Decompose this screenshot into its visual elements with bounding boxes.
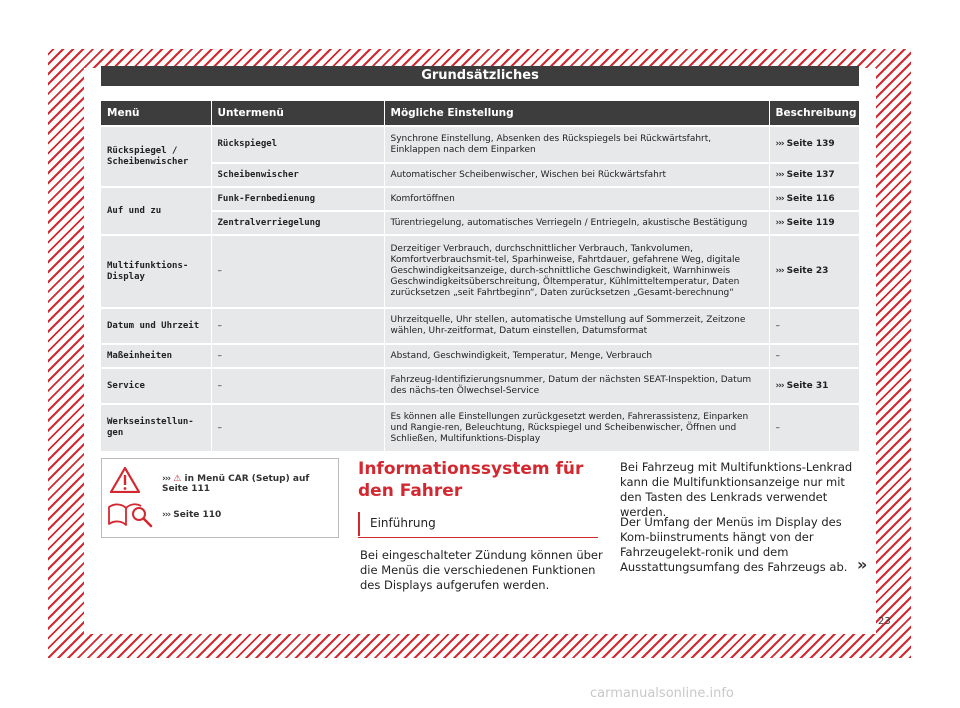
reference-arrows-icon: ››› [162,510,171,520]
setting-cell: Türentriegelung, automatisches Verriegeln / Entriegeln, akustische Bestätigung [384,211,769,235]
header-setting: Mögliche Einstellung [384,101,769,126]
intro-paragraph: Bei eingeschalteter Zündung können über die Menüs die verschiedenen Funktionen des Displays aufgerufen werden. [360,548,603,592]
submenu-cell: Funk-Fernbedienung [211,187,384,211]
reference-arrows-icon: ››› [775,139,784,149]
subheading: Einführung [370,516,436,530]
setting-cell: Automatischer Scheibenwischer, Wischen bei Rückwärtsfahrt [384,163,769,187]
setting-cell: Abstand, Geschwindigkeit, Temperatur, Menge, Verbrauch [384,344,769,368]
menu-cell: Service [101,368,211,404]
reference-cell [769,187,859,211]
setting-cell: Derzeitiger Verbrauch, durchschnittlicher Verbrauch, Tankvolumen, Komfortverbrauchsmit-tel, Sparhinweise, Fahrtdauer, gefahrene Weg, digitale Geschwindigkeitsanzeige, durch-schnittliche Geschwindigkeit, Warnhinweis Geschwindigkeitsüberschreitung, Öltemperatur, Kühlmitteltemperatur, Daten zurücksetzen „seit Fahrtbeginn“, Daten zurücksetzen „Gesamt-berechnung“ [384,235,769,308]
book-reference-text: Seite 110 [173,510,222,520]
menu-cell: Rückspiegel / Scheibenwischer [101,126,211,187]
book-magnifier-icon [106,501,154,529]
reference-link[interactable]: Seite 31 [786,380,829,391]
table-row [101,368,859,404]
reference-cell [769,163,859,187]
watermark: carmanualsonline.info [590,686,734,701]
table-row [101,308,859,344]
reference-cell: – [769,344,859,368]
setting-cell: Fahrzeug-Identifizierungsnummer, Datum der nächsten SEAT-Inspektion, Datum des nächs-ten Ölwechsel-Service [384,368,769,404]
body-paragraph-1: Bei Fahrzeug mit Multifunktions-Lenkrad kann die Multifunktionsanzeige nur mit den Tasten des Lenkrads verwendet werden. [620,460,853,519]
table-row [101,235,859,308]
menu-cell: Auf und zu [101,187,211,235]
reference-link[interactable]: Seite 137 [786,169,835,180]
warning-small-icon: ⚠ [173,474,182,484]
menu-cell: Werkseinstellun-gen [101,404,211,451]
reference-arrows-icon: ››› [775,169,784,180]
continue-mark: » [857,555,868,574]
submenu-cell: Zentralverriegelung [211,211,384,235]
table-row [101,211,859,235]
header-description: Beschreibung [769,101,859,126]
table-header-row [101,101,859,126]
section-heading: Informationssystem für den Fahrer [358,459,584,501]
reference-cell: – [769,308,859,344]
subheading-rule [358,537,598,538]
book-reference-line[interactable] [162,510,221,520]
submenu-cell: – [211,368,384,404]
reference-cell: – [769,404,859,451]
page-number: 23 [878,616,891,627]
table-row [101,404,859,451]
menu-cell: Datum und Uhrzeit [101,308,211,344]
table-row [101,163,859,187]
submenu-cell: – [211,404,384,451]
warning-reference-line[interactable] [162,474,338,494]
settings-table [101,101,859,451]
section-title: Grundsätzliches [101,66,859,86]
menu-cell: Maßeinheiten [101,344,211,368]
warning-triangle-icon [110,467,140,493]
header-menu: Menü [101,101,211,126]
setting-cell: Es können alle Einstellungen zurückgesetzt werden, Fahrerassistenz, Einparken und Rangie-ren, Beleuchtung, Rückspiegel und Scheibenwischer, Öffnen und Schließen, Multifunktions-Display [384,404,769,451]
submenu-cell: Rückspiegel [211,126,384,163]
table-row [101,187,859,211]
setting-cell: Uhrzeitquelle, Uhr stellen, automatische Umstellung auf Sommerzeit, Zeitzone wählen, Uhr-zeitformat, Datum einstellen, Datumsformat [384,308,769,344]
reference-link[interactable]: Seite 23 [786,266,829,276]
table-row [101,126,859,163]
warning-reference-text: in Menü CAR (Setup) auf Seite 111 [162,474,310,494]
table-row [101,344,859,368]
reference-cell [769,211,859,235]
reference-arrows-icon: ››› [775,266,784,276]
submenu-cell: Scheibenwischer [211,163,384,187]
reference-box [101,458,339,538]
reference-arrows-icon: ››› [775,193,784,204]
subheading-accent-bar [358,512,360,536]
submenu-cell: – [211,235,384,308]
setting-cell: Komfortöffnen [384,187,769,211]
header-submenu: Untermenü [211,101,384,126]
reference-link[interactable]: Seite 139 [786,139,835,149]
reference-arrows-icon: ››› [775,217,784,228]
reference-cell [769,235,859,308]
body-paragraph-2: Der Umfang der Menüs im Display des Kom-biinstruments hängt von der Fahrzeugelekt-ronik und dem Ausstattungsumfang des Fahrzeugs ab. [620,515,848,574]
menu-cell: Multifunktions-Display [101,235,211,308]
reference-link[interactable]: Seite 116 [786,193,835,204]
reference-link[interactable]: Seite 119 [786,217,835,228]
reference-arrows-icon: ››› [775,380,784,391]
submenu-cell: – [211,344,384,368]
submenu-cell: – [211,308,384,344]
reference-arrows-icon: ››› [162,474,171,484]
reference-cell [769,368,859,404]
reference-cell [769,126,859,163]
setting-cell: Synchrone Einstellung, Absenken des Rückspiegels bei Rückwärtsfahrt, Einklappen nach dem Einparken [384,126,769,163]
